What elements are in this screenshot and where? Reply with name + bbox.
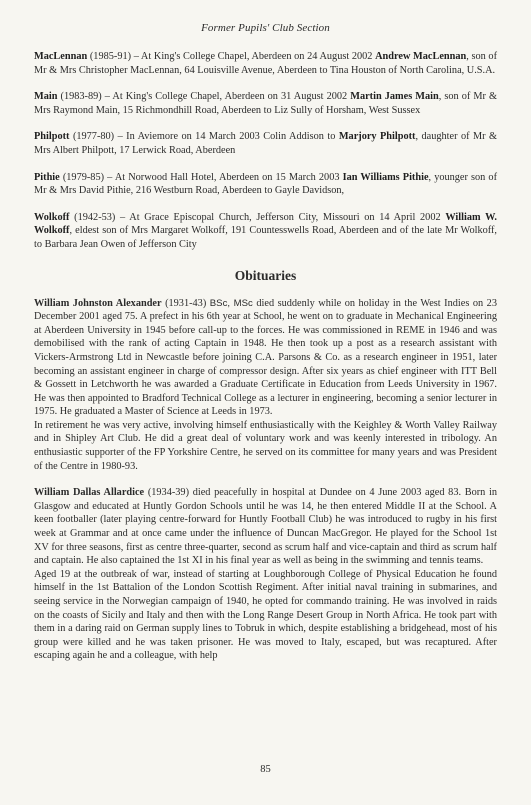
entry-tail: , son of Mr & Mrs Christopher MacLennan, 64 Louisville Avenue, Aberdeen to Tina Houston of North Carolina, U.S.A. (34, 51, 498, 76)
obituary-name: William Dallas Allardice (34, 487, 145, 499)
entry-text: – At Grace Episcopal Church, Jefferson City, Missouri on 14 April 2002 (115, 211, 446, 223)
entry-text: – In Aviemore on 14 March 2003 Colin Addison to (114, 131, 339, 143)
entry-person: Martin James Main (350, 91, 439, 103)
entry-person: Ian Williams Pithie (342, 171, 429, 183)
entry-tail: , eldest son of Mrs Margaret Wolkoff, 191 Countesswells Road, Aberdeen and of the late Mr Wolkoff, to Barbara Jean Owen of Jefferson City (34, 225, 497, 250)
obituary-text: died suddenly while on holiday in the West Indies on 23 December 2001 aged 75. A prefect in his 6th year at School, he went on to graduate in Mechanical Engineering at Aberdeen University in 1945 before call-up to the forces. He was commissioned in REME in 1946 and was demobilised with the rank of acting Captain in 1948. He then took up a post as a research assistant with Vickers-Armstrong Ltd in Newcastle before joining C.A. Parsons & Co. as a research engineer in 1951, later becoming an assistant engineer in charge of compressor design. After six years as chief engineer with ITT Bell & Gossett in Letchworth he was awarded a Graduate Certificate in Education from Leeds University in 1967. He was then appointed to Bradford Technical College as a lecturer in engineering, becoming a senior lecturer in 1975. He graduated a Master of Science at Leeds in 1973. (34, 297, 497, 418)
obituary-text: died peacefully in hospital at Dundee on 4 June 2003 aged 83. Born in Glasgow and educated at Huntly Gordon Schools until he was 14, he then entered Middle II at the School. A keen footballer (later playing centre-forward for Huntly Football Club) he was introduced to rugby in his first week at Grammar and at once came under the influence of Duncan MacGregor. He played for the School 1st XV for three seasons, first as centre three-quarter, second as scrum half and vice-captain and third as scrum half and captain. He also captained the 1st XI in his final year as well as being in the swimming and tennis teams. (34, 487, 497, 567)
entry-tail: , daughter of Mr & Mrs Albert Philpott, 17 Lerwick Road, Aberdeen (34, 131, 498, 156)
obituaries-heading: Obituaries (234, 267, 297, 283)
entry-text: – At King's College Chapel, Aberdeen on 24 August 2002 (131, 51, 376, 62)
obituary-years: (1931-43) (165, 297, 207, 309)
marriage-entry (34, 90, 497, 117)
entry-surname: MacLennan (34, 51, 88, 62)
obituary-name: William Johnston Alexander (34, 297, 162, 309)
entry-years: (1983-89) (60, 91, 102, 103)
entry-years: (1977-80) (72, 131, 115, 143)
obituary-paragraph (34, 297, 497, 419)
obituary-entry (34, 297, 497, 474)
entry-person: Andrew MacLennan (375, 51, 467, 62)
entry-surname: Pithie (34, 171, 60, 183)
obituary-entry (34, 486, 497, 663)
entry-years: (1942-53) (74, 211, 116, 223)
obituary-years: (1934-39) (147, 487, 190, 499)
marriage-entry (34, 171, 497, 198)
entry-tail: , son of Mr & Mrs Raymond Main, 15 Richmondhill Road, Aberdeen to Liz Sully of Horsham, West Sussex (34, 91, 497, 116)
entry-text: – At King's College Chapel, Aberdeen on 31 August 2002 (101, 91, 351, 103)
obituary-paragraph (34, 486, 497, 568)
running-head: Former Pupils' Club Section (201, 22, 330, 34)
entry-person: William W. Wolkoff (34, 211, 498, 237)
entry-text: – At Norwood Hall Hotel, Aberdeen on 15 March 2003 (104, 171, 343, 183)
obituary-paragraph: In retirement he was very active, involving himself enthusiastically with the Keighley & Worth Valley Railway and in Shipley Art Club. He did a great deal of voluntary work and was keenly interested in tribology. An enthusiastic supporter of the FP Yorkshire Centre, he served on its committee for many years and was President of the Centre in 1980-93. (34, 419, 497, 472)
entry-surname: Philpott (34, 131, 70, 143)
page-number: 85 (260, 764, 271, 775)
marriage-entry (34, 211, 497, 252)
obituary-paragraph: Aged 19 at the outbreak of war, instead of starting at Loughborough College of Physical Education he found himself in the 1st Battalion of the London Scottish Regiment. After initial naval training in submarines, and seeing service in the Norwegian campaign of 1940, he opted for commando training. He was involved in raids on the coasts of Sicily and Italy and then with the Long Range Desert Group in North Africa. He took part with them in a daring raid on German supply lines to Tobruk in which, despite establishing a bridgehead, most of his group were killed and he was taken prisoner. He was moved to Italy, escaped, but was recaptured. After escaping again he and a colleague, with help (34, 568, 497, 662)
obituary-degrees: BSc, MSc (209, 297, 253, 309)
entry-surname: Wolkoff (34, 211, 70, 223)
entry-surname: Main (34, 91, 58, 103)
marriages-section (34, 50, 497, 252)
marriage-entry (34, 130, 497, 157)
marriage-entry (34, 50, 497, 77)
entry-years: (1979-85) (62, 171, 105, 183)
entry-tail: , younger son of Mr & Mrs David Pithie, 216 Westburn Road, Aberdeen to Gayle Davidson, (34, 171, 498, 197)
entry-years: (1985-91) (89, 51, 132, 62)
entry-person: Marjory Philpott (338, 131, 416, 143)
